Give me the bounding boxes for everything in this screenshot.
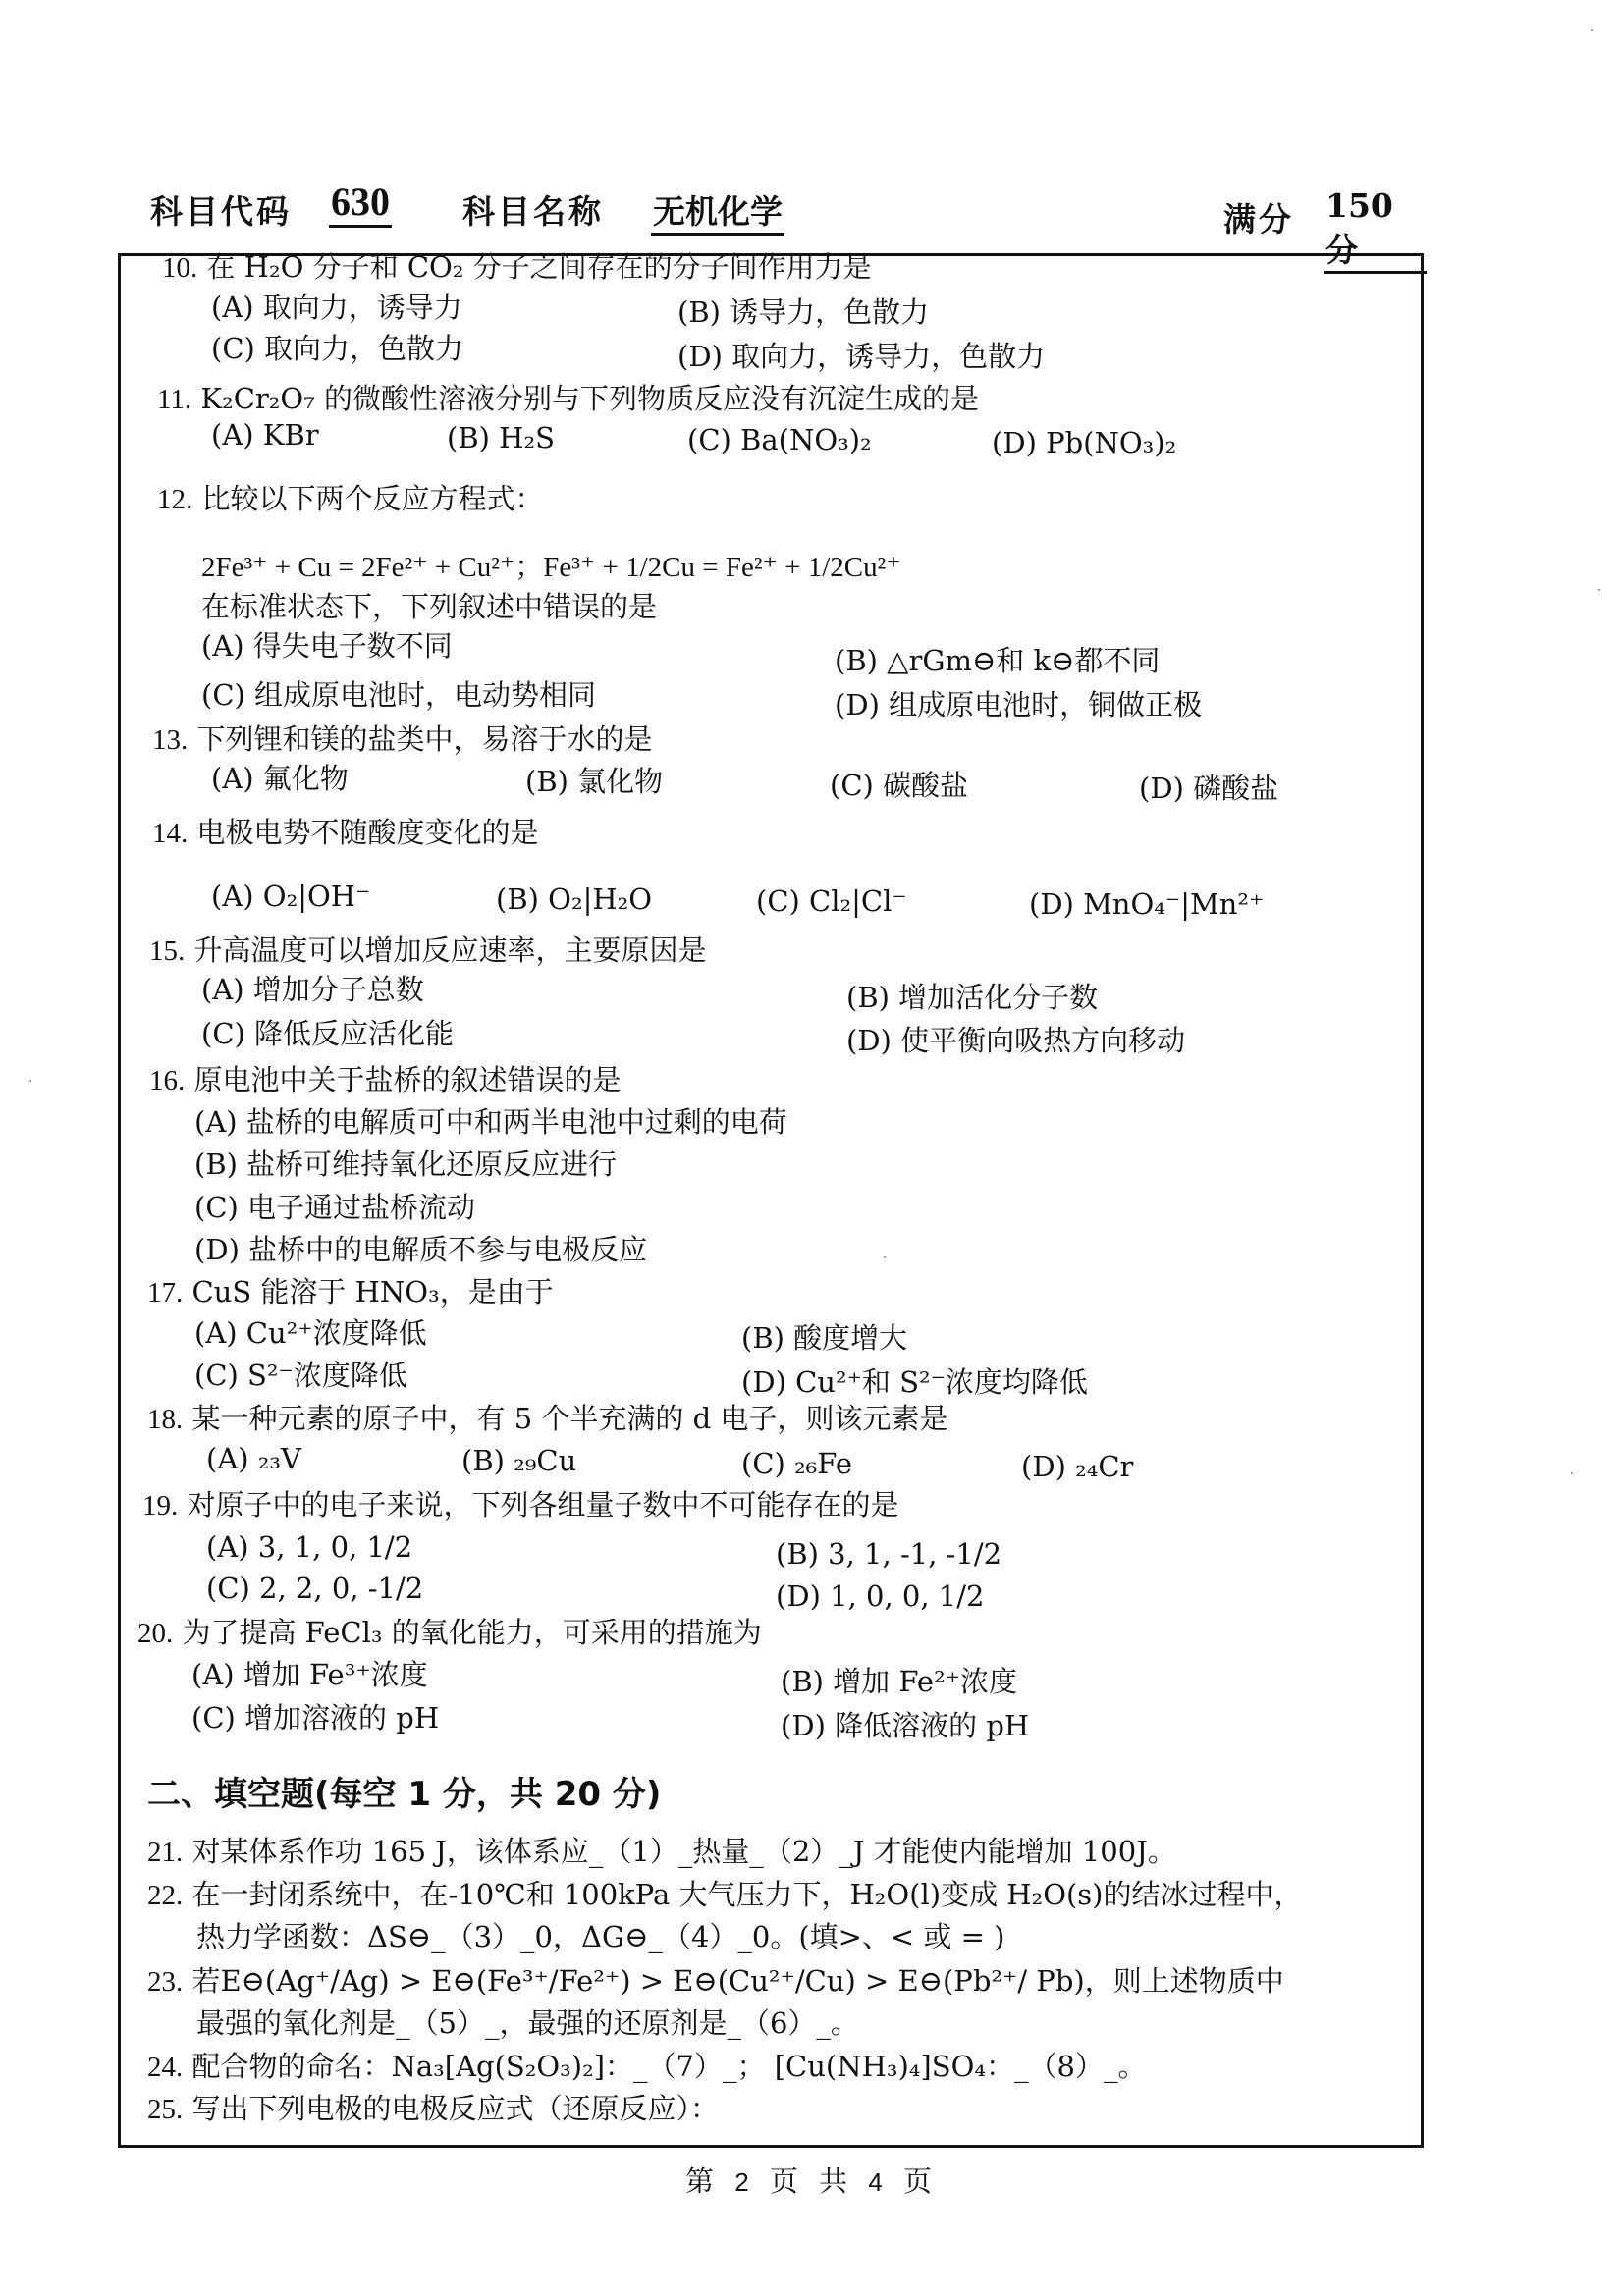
option-14-c: (C) Cl₂|Cl⁻ bbox=[756, 884, 907, 918]
question-22: 22. 在一封闭系统中，在-10℃和 100kPa 大气压力下，H₂O(l)变成 H₂O(s)的结冰过程中， bbox=[147, 1878, 1303, 1911]
option-20-b: (B) 增加 Fe²⁺浓度 bbox=[781, 1665, 1018, 1698]
subject-name-value: 无机化学 bbox=[651, 187, 784, 236]
question-stem: CuS 能溶于 HNO₃，是由于 bbox=[191, 1275, 554, 1308]
question-stem: 电极电势不随酸度变化的是 bbox=[196, 816, 539, 849]
question-stem: 升高温度可以增加反应速率，主要原因是 bbox=[193, 934, 707, 967]
option-13-c: (C) 碳酸盐 bbox=[830, 769, 969, 802]
question-25: 25. 写出下列电极的电极反应式（还原反应）： bbox=[147, 2092, 719, 2125]
subject-name-label: 科目名称 bbox=[462, 192, 604, 231]
option-17-d: (D) Cu²⁺和 S²⁻浓度均降低 bbox=[741, 1365, 1088, 1399]
option-14-a: (A) O₂|OH⁻ bbox=[211, 880, 371, 913]
question-20: 20. 为了提高 FeCl₃ 的氧化能力，可采用的措施为 bbox=[137, 1616, 762, 1649]
question-21: 21. 对某体系作功 165 J，该体系应_（1）_热量_（2）_J 才能使内能增加 100J。 bbox=[147, 1835, 1176, 1868]
option-11-d: (D) Pb(NO₃)₂ bbox=[992, 426, 1177, 459]
option-12-b: (B) △rGm⊖和 k⊖都不同 bbox=[835, 644, 1161, 677]
question-stem: 下列锂和镁的盐类中，易溶于水的是 bbox=[196, 722, 653, 756]
option-16-c: (C) 电子通过盐桥流动 bbox=[194, 1191, 476, 1224]
total-pages: 4 bbox=[868, 2167, 889, 2197]
option-10-b: (B) 诱导力，色散力 bbox=[677, 295, 930, 329]
option-19-d: (D) 1, 0, 0, 1/2 bbox=[776, 1579, 985, 1613]
option-13-d: (D) 磷酸盐 bbox=[1139, 772, 1279, 805]
subject-code-label: 科目代码 bbox=[150, 192, 292, 231]
scan-speck bbox=[1591, 29, 1593, 31]
question-stem: 对原子中的电子来说，下列各组量子数中不可能存在的是 bbox=[187, 1488, 899, 1522]
option-12-a: (A) 得失电子数不同 bbox=[201, 629, 453, 663]
question-18: 18. 某一种元素的原子中，有 5 个半充满的 d 电子，则该元素是 bbox=[147, 1402, 948, 1435]
option-14-b: (B) O₂|H₂O bbox=[496, 882, 653, 916]
option-12-c: (C) 组成原电池时，电动势相同 bbox=[201, 678, 597, 712]
question-stem: 在 H₂O 分子和 CO₂ 分子之间存在的分子间作用力是 bbox=[206, 250, 872, 284]
reaction-equation: 2Fe³⁺ + Cu = 2Fe²⁺ + Cu²⁺；Fe³⁺ + 1/2Cu = Fe²⁺ + 1/2Cu²⁺ bbox=[201, 552, 901, 583]
question-number: 10. bbox=[162, 252, 198, 284]
option-16-b: (B) 盐桥可维持氧化还原反应进行 bbox=[194, 1148, 618, 1181]
section-fill-in-title: 二、填空题(每空 1 分，共 20 分) bbox=[147, 1775, 662, 1814]
question-15: 15. 升高温度可以增加反应速率，主要原因是 bbox=[149, 934, 707, 967]
question-10 bbox=[162, 249, 872, 286]
question-22-line-2: 热力学函数：ΔS⊖_（3）_0，ΔG⊖_（4）_0。(填>、< 或 = ) bbox=[196, 1920, 1005, 1953]
option-17-c: (C) S²⁻浓度降低 bbox=[194, 1359, 407, 1392]
scan-speck bbox=[29, 1080, 31, 1082]
question-11: 11. K₂Cr₂O₇ 的微酸性溶液分别与下列物质反应没有沉淀生成的是 bbox=[157, 382, 979, 415]
option-20-a: (A) 增加 Fe³⁺浓度 bbox=[191, 1658, 428, 1691]
option-16-a: (A) 盐桥的电解质可中和两半电池中过剩的电荷 bbox=[194, 1105, 787, 1139]
option-18-b: (B) ₂₉Cu bbox=[461, 1444, 577, 1477]
option-10-c: (C) 取向力，色散力 bbox=[211, 332, 464, 365]
scan-speck bbox=[1571, 1472, 1573, 1474]
option-15-b: (B) 增加活化分子数 bbox=[846, 981, 1099, 1014]
option-11-c: (C) Ba(NO₃)₂ bbox=[687, 423, 872, 456]
question-16: 16. 原电池中关于盐桥的叙述错误的是 bbox=[149, 1063, 622, 1096]
question-stem: K₂Cr₂O₇ 的微酸性溶液分别与下列物质反应没有沉淀生成的是 bbox=[200, 382, 979, 415]
option-19-c: (C) 2, 2, 0, -1/2 bbox=[206, 1572, 424, 1605]
option-19-b: (B) 3, 1, -1, -1/2 bbox=[776, 1537, 1002, 1571]
option-15-a: (A) 增加分子总数 bbox=[201, 973, 424, 1006]
question-24: 24. 配合物的命名：Na₃[Ag(S₂O₃)₂]：_（7）_； [Cu(NH₃)₄]SO₄：_（8）_。 bbox=[147, 2050, 1147, 2083]
option-13-a: (A) 氟化物 bbox=[211, 762, 349, 795]
option-20-d: (D) 降低溶液的 pH bbox=[781, 1709, 1030, 1742]
option-14-d: (D) MnO₄⁻|Mn²⁺ bbox=[1029, 887, 1265, 921]
question-23: 23. 若E⊖(Ag⁺/Ag) > E⊖(Fe³⁺/Fe²⁺) > E⊖(Cu²⁺/Cu) > E⊖(Pb²⁺/ Pb)，则上述物质中 bbox=[147, 1964, 1284, 1998]
question-12: 12. 比较以下两个反应方程式： bbox=[157, 482, 544, 515]
scan-speck bbox=[1598, 589, 1600, 591]
option-13-b: (B) 氯化物 bbox=[525, 765, 664, 798]
option-15-c: (C) 降低反应活化能 bbox=[201, 1017, 455, 1050]
question-19: 19. 对原子中的电子来说，下列各组量子数中不可能存在的是 bbox=[142, 1488, 899, 1522]
question-13: 13. 下列锂和镁的盐类中，易溶于水的是 bbox=[152, 722, 653, 756]
question-12-substem: 在标准状态下，下列叙述中错误的是 bbox=[201, 590, 658, 623]
option-19-a: (A) 3, 1, 0, 1/2 bbox=[206, 1530, 413, 1564]
question-stem: 原电池中关于盐桥的叙述错误的是 bbox=[193, 1063, 622, 1096]
question-stem: 为了提高 FeCl₃ 的氧化能力，可采用的措施为 bbox=[182, 1616, 762, 1649]
question-23-line-2: 最强的氧化剂是_（5）_，最强的还原剂是_（6）_。 bbox=[196, 2006, 859, 2040]
option-16-d: (D) 盐桥中的电解质不参与电极反应 bbox=[194, 1233, 648, 1266]
question-14: 14. 电极电势不随酸度变化的是 bbox=[152, 816, 539, 849]
option-18-d: (D) ₂₄Cr bbox=[1021, 1450, 1134, 1483]
scan-speck bbox=[884, 1256, 886, 1258]
option-10-a: (A) 取向力，诱导力 bbox=[211, 291, 462, 324]
option-11-a: (A) KBr bbox=[211, 418, 319, 452]
current-page: 2 bbox=[734, 2167, 755, 2197]
option-10-d: (D) 取向力，诱导力，色散力 bbox=[677, 340, 1046, 373]
full-score-value: 150 分 bbox=[1324, 187, 1427, 274]
option-20-c: (C) 增加溶液的 pH bbox=[191, 1701, 440, 1735]
option-18-c: (C) ₂₆Fe bbox=[741, 1447, 852, 1480]
full-score-label: 满分 bbox=[1223, 200, 1294, 239]
option-11-b: (B) H₂S bbox=[447, 421, 555, 454]
option-12-d: (D) 组成原电池时，铜做正极 bbox=[835, 688, 1203, 721]
subject-code-value: 630 bbox=[329, 179, 392, 228]
question-stem: 某一种元素的原子中，有 5 个半充满的 d 电子，则该元素是 bbox=[191, 1402, 948, 1435]
option-17-b: (B) 酸度增大 bbox=[741, 1321, 908, 1355]
option-18-a: (A) ₂₃V bbox=[206, 1442, 301, 1475]
option-17-a: (A) Cu²⁺浓度降低 bbox=[194, 1316, 427, 1350]
page-footer: 第 2 页 共 4 页 bbox=[684, 2164, 939, 2198]
question-stem: 比较以下两个反应方程式： bbox=[201, 482, 544, 515]
question-17: 17. CuS 能溶于 HNO₃，是由于 bbox=[147, 1275, 554, 1308]
option-15-d: (D) 使平衡向吸热方向移动 bbox=[846, 1024, 1186, 1057]
